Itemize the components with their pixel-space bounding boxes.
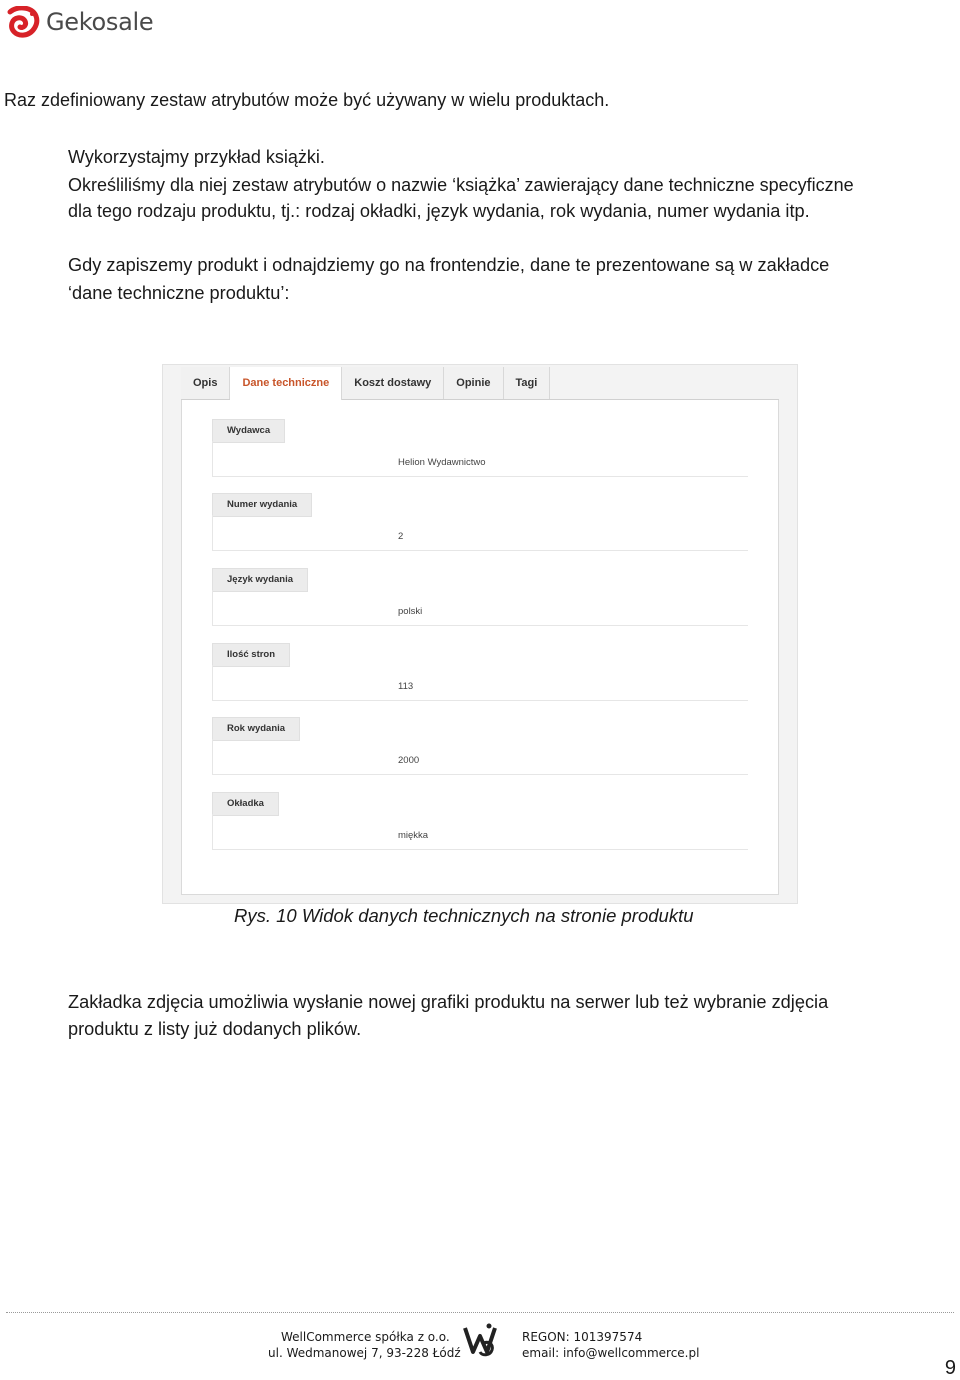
wellcommerce-logo-icon <box>462 1322 498 1362</box>
attribute-label: Ilość stron <box>212 643 290 667</box>
page-number: 9 <box>944 1357 956 1379</box>
brand-name: Gekosale <box>46 8 154 36</box>
figure-caption: Rys. 10 Widok danych technicznych na stronie produktu <box>234 905 694 926</box>
tab-tagi[interactable]: Tagi <box>504 367 551 399</box>
attribute-value: miękka <box>398 830 429 841</box>
tab-dane-techniczne[interactable]: Dane techniczne <box>230 367 342 400</box>
para2-line1: Gdy zapiszemy produkt i odnajdziemy go na frontendzie, dane te prezentowane są w zakładce <box>68 255 830 275</box>
attribute-label: Wydawca <box>212 419 285 443</box>
example-line: Wykorzystajmy przykład książki. <box>68 147 325 167</box>
attribute-value: 2000 <box>398 755 420 766</box>
para2-line2: ‘dane techniczne produktu’: <box>68 283 290 303</box>
attribute-value: Helion Wydawnictwo <box>398 457 486 468</box>
brand-logo <box>6 6 153 38</box>
para1-line2 <box>68 198 810 224</box>
footer-regon: REGON: 101397574 <box>522 1330 643 1344</box>
para1-line2-b: : rodzaj okładki, język wydania, rok wydania, numer wydania itp. <box>295 201 810 221</box>
gekosale-logo-icon <box>6 6 40 38</box>
attribute-value: 2 <box>398 531 404 542</box>
para1-line2-a: dla tego rodzaju produktu, tj. <box>68 201 296 221</box>
product-tabs <box>181 367 779 400</box>
attribute-row <box>212 568 748 642</box>
attribute-label: Język wydania <box>212 568 308 592</box>
technical-data-panel <box>181 400 779 895</box>
intro-line: Raz zdefiniowany zestaw atrybutów może być używany w wielu produktach. <box>4 90 610 110</box>
footer-address: ul. Wedmanowej 7, 93-228 Łódź <box>268 1346 461 1360</box>
attribute-row <box>212 419 748 493</box>
footer-divider <box>6 1312 954 1313</box>
attribute-value: 113 <box>398 681 414 692</box>
footer-company: WellCommerce spółka z o.o. <box>281 1330 450 1344</box>
attribute-label: Okładka <box>212 792 279 816</box>
attribute-row <box>212 717 748 791</box>
attribute-value: polski <box>398 606 423 617</box>
tab-koszt-dostawy[interactable]: Koszt dostawy <box>342 367 444 399</box>
attribute-label: Numer wydania <box>212 493 312 517</box>
technical-data-screenshot <box>162 364 798 904</box>
attribute-row <box>212 643 748 717</box>
para3-line2: produktu z listy już dodanych plików. <box>68 1019 362 1039</box>
attribute-label: Rok wydania <box>212 717 300 741</box>
tab-opinie[interactable]: Opinie <box>444 367 503 399</box>
attribute-row <box>212 792 748 866</box>
tab-opis[interactable]: Opis <box>181 367 230 399</box>
para3-line1: Zakładka zdjęcia umożliwia wysłanie nowej grafiki produktu na serwer lub też wybranie zdjęcia <box>68 992 829 1012</box>
footer-email[interactable]: email: info@wellcommerce.pl <box>522 1346 700 1360</box>
attribute-row <box>212 493 748 567</box>
para1-line1: Określiliśmy dla niej zestaw atrybutów o nazwie ‘książka’ zawierający dane techniczne specyficzne <box>68 175 854 195</box>
